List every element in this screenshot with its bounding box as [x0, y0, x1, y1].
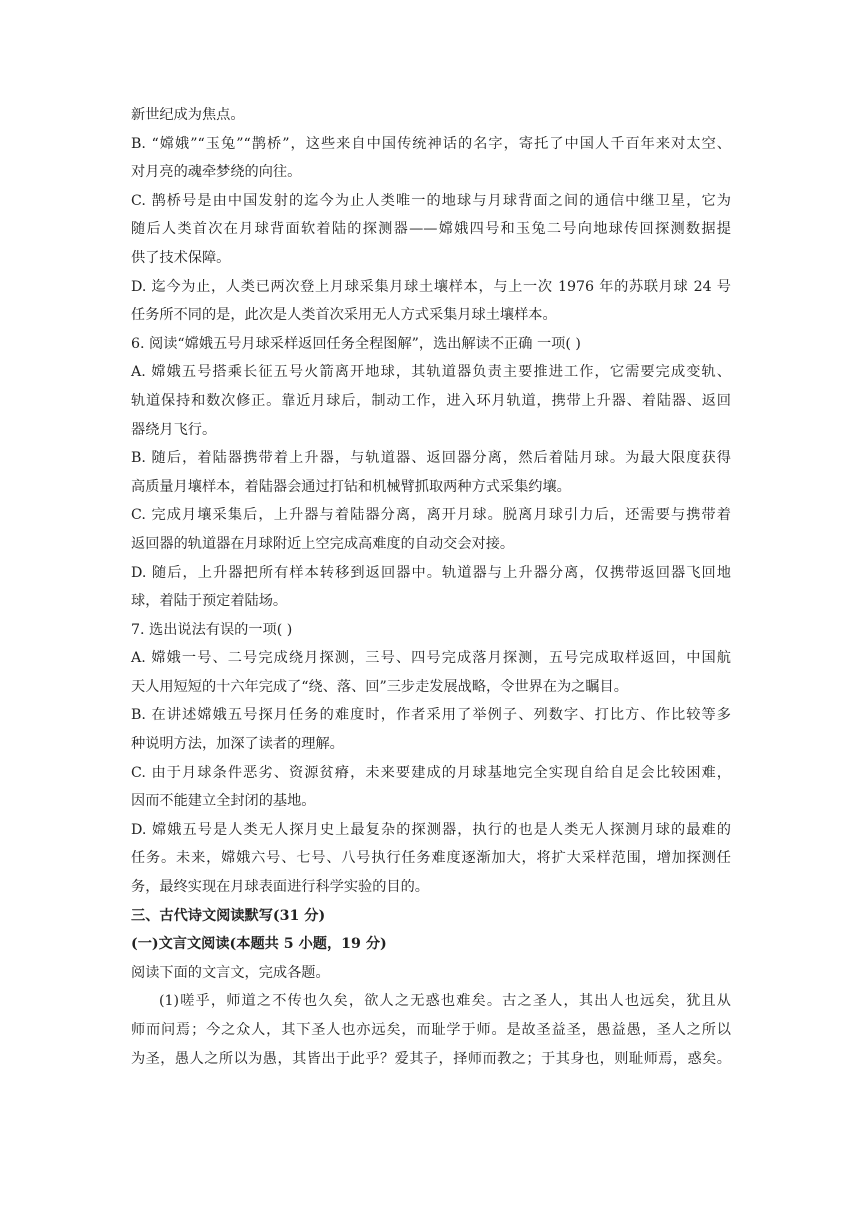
text-line: 返回器的轨道器在月球附近上空完成高难度的自动交会对接。 [131, 535, 515, 552]
subsection-heading: (一)文言文阅读(本题共 5 小题，19 分) [131, 936, 387, 953]
text-line: C. 鹊桥号是由中国发射的迄今为止人类唯一的地球与月球背面之间的通信中继卫星，它为 [131, 192, 731, 209]
text-line: 天人用短短的十六年完成了“绕、落、回”三步走发展战略，令世界在为之瞩目。 [131, 678, 628, 695]
text-line: 任务所不同的是，此次是人类首次采用无人方式采集月球土壤样本。 [131, 307, 557, 324]
text-line: 器绕月飞行。 [131, 421, 217, 438]
text-line: C. 完成月壤采集后，上升器与着陆器分离，离开月球。脱离月球引力后，还需要与携带着 [131, 507, 731, 524]
text-line: B. 随后，着陆器携带着上升器，与轨道器、返回器分离，然后着陆月球。为最大限度获得 [131, 450, 731, 467]
text-line: 轨道保持和数次修正。靠近月球后，制动工作，进入环月轨道，携带上升器、着陆器、返回 [131, 392, 731, 409]
text-line: A. 嫦娥五号搭乘长征五号火箭离开地球，其轨道器负责主要推进工作，它需要完成变轨、 [131, 364, 731, 381]
text-line: 新世纪成为焦点。 [131, 107, 245, 123]
passage-line: 为圣，愚人之所以为愚，其皆出于此乎？爱其子，择师而教之；于其身也，则耻师焉，惑矣。 [131, 1050, 731, 1067]
instruction-text: 阅读下面的文言文，完成各题。 [131, 964, 330, 981]
text-line: D. 迄今为止，人类已两次登上月球采集月球土壤样本，与上一次 1976 年的苏联月球 24 号 [131, 278, 731, 295]
text-line: 供了技术保障。 [131, 249, 231, 266]
text-line: 随后人类首次在月球背面软着陆的探测器——嫦娥四号和玉兔二号向地球传回探测数据提 [131, 221, 731, 238]
question-7-stem: 7. 选出说法有误的一项( ) [131, 621, 293, 638]
document-body [131, 101, 731, 1073]
text-line: B. “嫦娥”“玉兔”“鹊桥”，这些来自中国传统神话的名字，寄托了中国人千百年来对太空、 [131, 135, 731, 152]
text-line: 因而不能建立全封闭的基地。 [131, 793, 316, 810]
question-6-stem: 6. 阅读“嫦娥五号月球采样返回任务全程图解”，选出解读不正确 一项( ) [131, 335, 581, 352]
passage-line: (1)嗟乎，师道之不传也久矣，欲人之无惑也难矣。古之圣人，其出人也远矣，犹且从 [159, 993, 731, 1010]
text-line: A. 嫦娥一号、二号完成绕月探测，三号、四号完成落月探测，五号完成取样返回，中国航 [131, 650, 731, 667]
text-line: 任务。未来，嫦娥六号、七号、八号执行任务难度逐渐加大，将扩大采样范围，增加探测任 [131, 850, 731, 867]
text-line: 高质量月壤样本，着陆器会通过打钻和机械臂抓取两种方式采集约壤。 [131, 478, 571, 495]
text-line: 球，着陆于预定着陆场。 [131, 593, 288, 610]
passage-line: 师而问焉；今之众人，其下圣人也亦远矣，而耻学于师。是故圣益圣，愚益愚，圣人之所以 [131, 1022, 731, 1038]
text-line: 务，最终实现在月球表面进行科学实验的目的。 [131, 879, 429, 896]
text-line: D. 嫦娥五号是人类无人探月史上最复杂的探测器，执行的也是人类无人探测月球的最难的 [131, 821, 731, 838]
text-line: 对月亮的魂牵梦绕的向往。 [131, 164, 302, 181]
text-line: B. 在讲述嫦娥五号探月任务的难度时，作者采用了举例子、列数字、打比方、作比较等多 [131, 707, 731, 724]
text-line: D. 随后，上升器把所有样本转移到返回器中。轨道器与上升器分离，仅携带返回器飞回地 [131, 564, 731, 581]
text-line: 种说明方法，加深了读者的理解。 [131, 736, 344, 753]
section-heading: 三、古代诗文阅读默写(31 分) [131, 907, 326, 924]
text-line: C. 由于月球条件恶劣、资源贫瘠，未来要建成的月球基地完全实现自给自足会比较困难， [131, 764, 731, 781]
